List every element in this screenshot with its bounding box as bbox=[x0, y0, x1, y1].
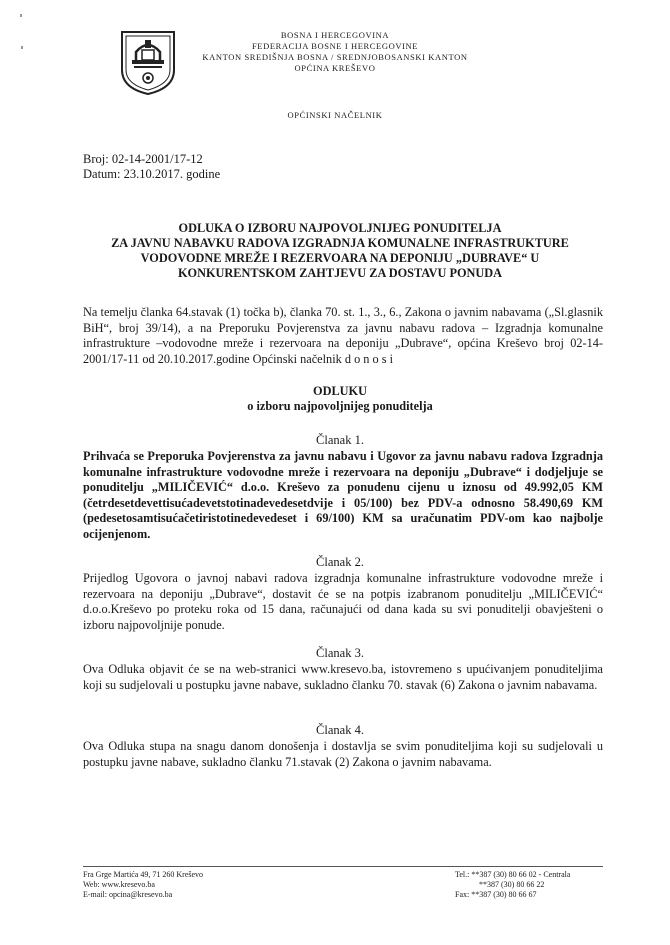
article-3-text: Ova Odluka objavit će se na web-stranici www.kresevo.ba, istovremeno s upućivanjem ponuditeljima koji su sudjelovali u postupku javne nabave, sukladno članku 70. stavak (6) Zakona o javnim nabavama. bbox=[83, 662, 603, 692]
footer-tel-2: **387 (30) 80 66 22 bbox=[479, 880, 545, 889]
footer-email: E-mail: opcina@kresevo.ba bbox=[83, 890, 173, 899]
footer-tel-label: Tel.: bbox=[455, 870, 470, 879]
article-3-label: Članak 3. bbox=[316, 646, 364, 660]
office-name: OPĆINSKI NAČELNIK bbox=[287, 110, 383, 120]
article-2-label: Članak 2. bbox=[316, 555, 364, 569]
footer-address: Fra Grge Martića 49, 71 260 Kreševo bbox=[83, 870, 204, 879]
institution-header bbox=[190, 30, 480, 74]
title-line: ODLUKA O IZBORU NAJPOVOLJNIJEG PONUDITELJA bbox=[178, 221, 502, 235]
article-1-text: Prihvaća se Preporuka Povjerenstva za javnu nabavu i Ugovor za javnu nabavu radova Izgradnja komunalne infrastrukture vodovodne mreže i rezervoara na deponiju „Dubrave“ i dodjeljuje se ponuditelju „MILIČEVIĆ“ d.o.o. Kreševo za ponudenu cijenu u iznosu od 49.992,05 KM (četrdesetdevettisućadevetstotinadevedesetdvije i 05/100) bez PDV-a odnosno 58.490,69 KM (pedesetosamtisućačetiristotinedevedeset i 69/100) KM sa uračunatim PDV-om kao najbolje ocijenjenom. bbox=[83, 449, 603, 541]
municipal-crest-icon bbox=[120, 30, 176, 96]
header-line-canton: KANTON SREDIŠNJA BOSNA / SREDNJOBOSANSKI KANTON bbox=[202, 52, 468, 62]
decision-heading: ODLUKU bbox=[313, 384, 367, 398]
footer-phones bbox=[455, 870, 570, 900]
footer-tel-1: **387 (30) 80 66 02 - Centrala bbox=[471, 870, 571, 879]
footer-web: Web: www.kresevo.ba bbox=[83, 880, 155, 889]
decision-heading-block bbox=[80, 384, 600, 414]
reference-date: Datum: 23.10.2017. godine bbox=[83, 167, 221, 181]
footer-fax: Fax: **387 (30) 80 66 67 bbox=[455, 890, 537, 899]
title-line: ZA JAVNU NABAVKU RADOVA IZGRADNJA KOMUNALNE INFRASTRUKTURE bbox=[111, 236, 569, 250]
title-line: KONKURENTSKOM ZAHTJEVU ZA DOSTAVU PONUDA bbox=[177, 266, 503, 280]
header-line-country: BOSNA I HERCEGOVINA bbox=[280, 30, 390, 40]
article-4-text: Ova Odluka stupa na snagu danom donošenja i dostavlja se svim ponuditeljima koji su sudjelovali u postupku javne nabave, sukladno članku 71.stavak (2) Zakona o javnim nabavama. bbox=[83, 739, 603, 769]
scan-mark bbox=[21, 46, 23, 49]
decision-subheading: o izboru najpovoljnijeg ponuditelja bbox=[247, 399, 433, 413]
reference-number: Broj: 02-14-2001/17-12 bbox=[83, 152, 203, 166]
scan-mark bbox=[20, 14, 22, 17]
intro-paragraph: Na temelju članka 64.stavak (1) točka b), članka 70. st. 1., 3., 6., Zakona o javnim nabavama („Sl.glasnik BiH“, broj 39/14), a na Preporuku Povjerenstva za javnu nabavu radova – Izgradnja komunalne infrastrukture –vodovodne mreže i rezervoara na deponiju „Dubrave“, općina Kreševo broj 02-14-2001/17-11 od 20.10.2017.godine Općinski načelnik d o n o s i bbox=[83, 305, 603, 366]
document-title bbox=[80, 221, 600, 281]
footer-divider bbox=[83, 866, 603, 867]
article-2-text: Prijedlog Ugovora o javnoj nabavi radova izgradnja komunalne infrastrukture vodovodne mreže i rezervoara na deponiju „Dubrave“, dostavit će se na potpis izabranom ponuditelju „MILIČEVIĆ“ d.o.o.Kreševo po proteku roka od 15 dana, računajući od dana kada su svi ponuditelji obavješteni o izboru najpovoljnije ponude. bbox=[83, 571, 603, 632]
title-line: VODOVODNE MREŽE I REZERVOARA NA DEPONIJU „DUBRAVE“ U bbox=[140, 251, 540, 265]
footer-contact bbox=[83, 870, 203, 900]
article-4-label: Članak 4. bbox=[316, 723, 364, 737]
header-line-municipality: OPĆINA KREŠEVO bbox=[294, 63, 376, 73]
article-1-label: Članak 1. bbox=[316, 433, 364, 447]
header-line-federation: FEDERACIJA BOSNE I HERCEGOVINE bbox=[251, 41, 419, 51]
reference-block bbox=[83, 152, 220, 182]
